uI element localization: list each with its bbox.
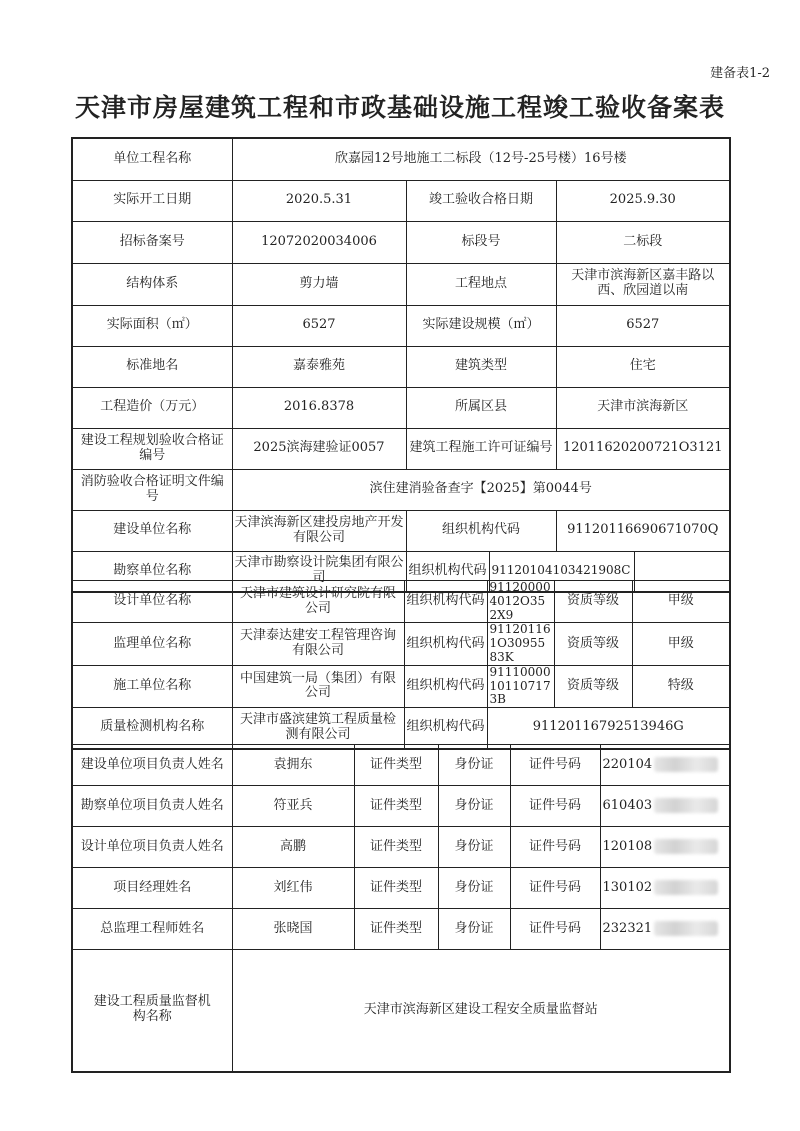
record-form: [71, 137, 731, 593]
label-org-code: 组织机构代码: [404, 581, 487, 623]
value-structure: 剪力墙: [232, 263, 406, 305]
value-acceptance-date: 2025.9.30: [556, 180, 730, 221]
person-name: 袁拥东: [232, 745, 354, 786]
person-name: 张晓国: [232, 909, 354, 950]
label-planning-cert: 建设工程规划验收合格证编号: [72, 428, 232, 469]
person-id-number: [600, 786, 730, 827]
table-row: [72, 581, 730, 623]
person-id-type: 身份证: [438, 909, 510, 950]
label-area: 实际面积（㎡）: [72, 305, 232, 346]
table-row: [72, 909, 730, 950]
value-area: 6527: [232, 305, 406, 346]
person-id-type: 身份证: [438, 786, 510, 827]
unit-name: 天津市勘察设计院集团有限公司: [232, 551, 406, 592]
label-district: 所属区县: [406, 387, 556, 428]
id-prefix: 120108: [602, 839, 653, 855]
label-supervision-org: 建设工程质量监督机构名称: [72, 950, 232, 1072]
label-id-number: 证件号码: [510, 868, 600, 909]
person-role: 总监理工程师姓名: [72, 909, 232, 950]
label-qualification: 资质等级: [554, 665, 632, 707]
label-org-code: 组织机构代码: [406, 551, 489, 592]
person-id-type: 身份证: [438, 827, 510, 868]
redaction-blur: [654, 798, 718, 813]
person-id-type: 身份证: [438, 868, 510, 909]
unit-org-code: 91120116792513946G: [487, 708, 730, 749]
record-table: [71, 137, 731, 593]
label-project-name: 单位工程名称: [72, 138, 232, 180]
label-standard-name: 标准地名: [72, 346, 232, 387]
label-qualification: 资质等级: [554, 623, 632, 665]
label-id-type: 证件类型: [354, 786, 438, 827]
label-location: 工程地点: [406, 263, 556, 305]
unit-role: 设计单位名称: [72, 581, 232, 623]
person-name: 刘红伟: [232, 868, 354, 909]
unit-role: 质量检测机构名称: [72, 708, 232, 749]
value-supervision-org: 天津市滨海新区建设工程安全质量监督站: [232, 950, 730, 1072]
value-section-no: 二标段: [556, 221, 730, 263]
table-row: [72, 950, 730, 1072]
table-row: [72, 180, 730, 221]
unit-org-code: 91120116690671070Q: [556, 510, 730, 551]
value-standard-name: 嘉泰雅苑: [232, 346, 406, 387]
table-row: [72, 263, 730, 305]
person-name: 符亚兵: [232, 786, 354, 827]
table-row: [72, 665, 730, 707]
table-row: [72, 868, 730, 909]
value-location: 天津市滨海新区嘉丰路以西、欣园道以南: [556, 263, 730, 305]
label-id-type: 证件类型: [354, 909, 438, 950]
table-row: [72, 623, 730, 665]
table-row: [72, 708, 730, 749]
unit-role: 施工单位名称: [72, 665, 232, 707]
persons-table: [71, 744, 731, 1073]
person-role: 建设单位项目负责人姓名: [72, 745, 232, 786]
label-construction-permit: 建筑工程施工许可证编号: [406, 428, 556, 469]
person-id-type: 身份证: [438, 745, 510, 786]
value-scale: 6527: [556, 305, 730, 346]
unit-qualification: 特级: [632, 665, 730, 707]
label-qualification: 资质等级: [554, 581, 632, 623]
table-row: [72, 745, 730, 786]
label-id-number: 证件号码: [510, 745, 600, 786]
id-prefix: 232321: [602, 921, 653, 937]
person-id-number: [600, 745, 730, 786]
table-row: [72, 305, 730, 346]
table-row: [72, 469, 730, 510]
value-district: 天津市滨海新区: [556, 387, 730, 428]
value-fire-cert: 滨住建消验备查字【2025】第0044号: [232, 469, 730, 510]
page-title: 天津市房屋建筑工程和市政基础设施工程竣工验收备案表: [74, 93, 725, 122]
label-id-type: 证件类型: [354, 745, 438, 786]
id-prefix: 130102: [602, 880, 653, 896]
label-org-code: 组织机构代码: [404, 708, 487, 749]
redaction-blur: [654, 921, 718, 936]
unit-qualification: 甲级: [632, 581, 730, 623]
label-id-type: 证件类型: [354, 868, 438, 909]
table-row: [72, 827, 730, 868]
person-role: 设计单位项目负责人姓名: [72, 827, 232, 868]
label-section-no: 标段号: [406, 221, 556, 263]
value-planning-cert: 2025滨海建验证0057: [232, 428, 406, 469]
unit-org-code: 91120104103421908C: [489, 551, 634, 592]
table-row: [72, 138, 730, 180]
record-form-persons: [71, 744, 731, 1073]
unit-name: 天津泰达建安工程管理咨询有限公司: [232, 623, 404, 665]
table-row: [72, 510, 730, 551]
unit-role: 建设单位名称: [72, 510, 232, 551]
label-scale: 实际建设规模（㎡）: [406, 305, 556, 346]
person-role: 勘察单位项目负责人姓名: [72, 786, 232, 827]
label-cost: 工程造价（万元）: [72, 387, 232, 428]
label-id-number: 证件号码: [510, 827, 600, 868]
label-id-number: 证件号码: [510, 909, 600, 950]
label-org-code: 组织机构代码: [404, 623, 487, 665]
redaction-blur: [654, 839, 718, 854]
table-row: [72, 786, 730, 827]
unit-name: 天津市盛滨建筑工程质量检测有限公司: [232, 708, 404, 749]
value-start-date: 2020.5.31: [232, 180, 406, 221]
unit-org-code: 91110000101107173B: [487, 665, 554, 707]
label-fire-cert: 消防验收合格证明文件编号: [72, 469, 232, 510]
record-form-lower: [71, 580, 731, 750]
form-number: 建备表1-2: [710, 66, 770, 81]
label-org-code: 组织机构代码: [404, 665, 487, 707]
label-start-date: 实际开工日期: [72, 180, 232, 221]
redaction-blur: [654, 757, 718, 772]
value-bid-record-no: 12072020034006: [232, 221, 406, 263]
label-structure: 结构体系: [72, 263, 232, 305]
unit-org-code: 911201161O3095583K: [487, 623, 554, 665]
value-building-type: 住宅: [556, 346, 730, 387]
person-name: 高鹏: [232, 827, 354, 868]
label-building-type: 建筑类型: [406, 346, 556, 387]
unit-role: 监理单位名称: [72, 623, 232, 665]
table-row: [72, 346, 730, 387]
label-org-code: 组织机构代码: [406, 510, 556, 551]
person-id-number: [600, 909, 730, 950]
value-project-name: 欣嘉园12号地施工二标段（12号-25号楼）16号楼: [232, 138, 730, 180]
value-cost: 2016.8378: [232, 387, 406, 428]
id-prefix: 610403: [602, 798, 653, 814]
label-bid-record-no: 招标备案号: [72, 221, 232, 263]
id-prefix: 220104: [602, 757, 653, 773]
unit-name: 天津市建筑设计研究院有限公司: [232, 581, 404, 623]
label-id-number: 证件号码: [510, 786, 600, 827]
person-id-number: [600, 827, 730, 868]
label-id-type: 证件类型: [354, 827, 438, 868]
unit-qualification: 甲级: [632, 623, 730, 665]
redaction-blur: [654, 880, 718, 895]
person-role: 项目经理姓名: [72, 868, 232, 909]
person-id-number: [600, 868, 730, 909]
table-row: [72, 387, 730, 428]
unit-name: 天津滨海新区建投房地产开发有限公司: [232, 510, 406, 551]
value-construction-permit: 12011620200721O3121: [556, 428, 730, 469]
table-row: [72, 428, 730, 469]
label-acceptance-date: 竣工验收合格日期: [406, 180, 556, 221]
record-table-lower: [71, 580, 731, 750]
unit-name: 中国建筑一局（集团）有限公司: [232, 665, 404, 707]
unit-role: 勘察单位名称: [72, 551, 232, 592]
unit-org-code: 911200004012O352X9: [487, 581, 554, 623]
table-row: [72, 221, 730, 263]
